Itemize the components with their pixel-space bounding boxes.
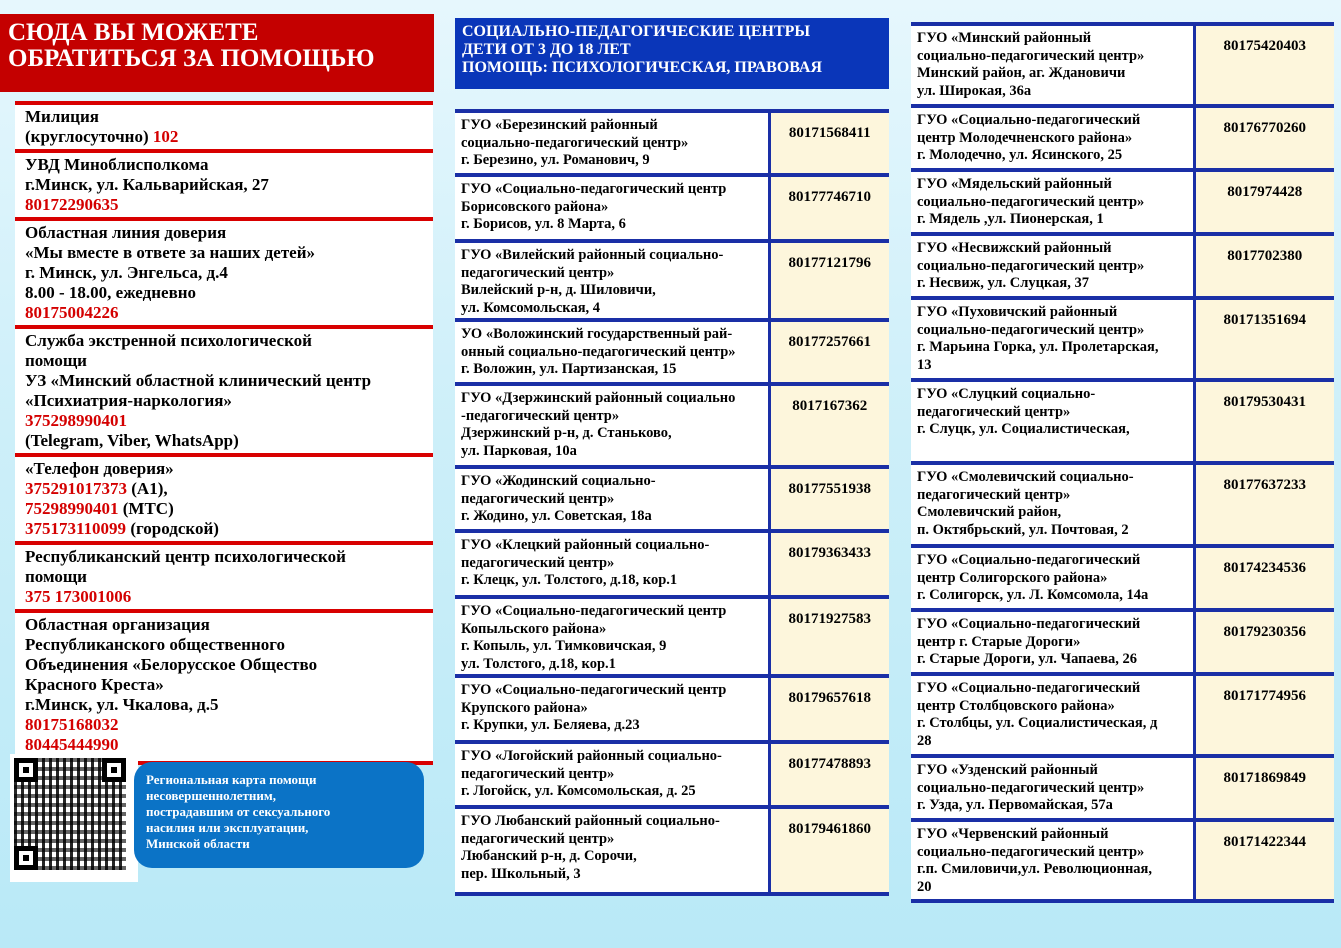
contact-entry: [15, 325, 433, 453]
centers-title-line: ДЕТИ ОТ 3 ДО 18 ЛЕТ: [462, 41, 631, 58]
center-line: центр Столбцовского района»: [917, 697, 1115, 714]
help-contacts-list: [15, 101, 433, 765]
center-row: [911, 546, 1334, 610]
center-line: Минский район, аг. Ждановичи: [917, 65, 1126, 81]
contact-line: [25, 351, 425, 371]
center-row: [911, 674, 1334, 756]
center-row: [455, 597, 889, 676]
center-row: [455, 241, 889, 320]
center-line: г. Солигорск, ул. Л. Комсомола, 14а: [917, 587, 1149, 603]
centers-table-right: [911, 22, 1334, 903]
center-line: Копыльского района»: [461, 620, 607, 637]
contact-entry: [15, 101, 433, 149]
center-name: [911, 674, 1194, 756]
contact-entry: [15, 217, 433, 325]
center-phone[interactable]: 80177551938: [769, 467, 889, 531]
center-line: центр Молодечненского района»: [917, 129, 1133, 146]
contact-phone[interactable]: 80175168032: [25, 715, 119, 734]
center-name: [455, 320, 769, 384]
center-row: [911, 820, 1334, 901]
center-line: ГУО «Социально-педагогический центр: [461, 181, 727, 197]
center-line: ГУО «Социально-педагогический: [917, 112, 1141, 128]
contact-note: (МТС): [118, 499, 174, 518]
center-line: пер. Школьный, 3: [461, 865, 581, 882]
center-phone[interactable]: 80174234536: [1194, 546, 1334, 610]
center-line: ГУО «Березинский районный: [461, 117, 658, 133]
center-line: 28: [917, 732, 932, 749]
contact-line: [25, 283, 425, 303]
center-name: [911, 24, 1194, 106]
center-line: -педагогический центр»: [461, 407, 620, 424]
center-line: г. Марьина Горка, ул. Пролетарская,: [917, 339, 1159, 355]
center-row: [911, 380, 1334, 463]
center-line: педагогический центр»: [917, 486, 1071, 503]
center-line: Дзержинский р-н, д. Станьково,: [461, 425, 672, 441]
center-phone[interactable]: 80179363433: [769, 531, 889, 597]
center-line: г. Жодино, ул. Советская, 18а: [461, 508, 652, 524]
contact-text: 8.00 - 18.00, ежедневно: [25, 283, 197, 302]
contact-phone[interactable]: 375 173001006: [25, 587, 132, 606]
center-name: [911, 380, 1194, 463]
center-line: ул. Парковая, 10а: [461, 442, 577, 459]
center-line: социально-педагогический центр»: [917, 843, 1145, 860]
center-line: педагогический центр»: [461, 765, 615, 782]
contact-phone[interactable]: 80175004226: [25, 303, 119, 322]
contact-line: [25, 499, 425, 519]
center-phone[interactable]: 80177257661: [769, 320, 889, 384]
contact-phone[interactable]: 102: [152, 127, 179, 146]
contact-line: [25, 695, 425, 715]
center-line: г. Воложин, ул. Партизанская, 15: [461, 361, 677, 377]
center-name: [455, 597, 769, 676]
regional-help-map-block: [10, 754, 430, 889]
center-line: г. Узда, ул. Первомайская, 57а: [917, 797, 1113, 813]
center-phone[interactable]: 80176770260: [1194, 106, 1334, 170]
center-phone[interactable]: 80175420403: [1194, 24, 1334, 106]
center-line: ГУО «Слуцкий социально-: [917, 386, 1096, 402]
caption-line: пострадавшим от сексуального: [146, 804, 331, 819]
contact-line: [25, 519, 425, 539]
center-row: [455, 111, 889, 175]
center-row: [455, 676, 889, 742]
center-row: [455, 175, 889, 241]
contact-text: г.Минск, ул. Кальварийская, 27: [25, 175, 269, 194]
contact-line: [25, 127, 425, 147]
center-row: [455, 384, 889, 467]
contact-line: [25, 243, 425, 263]
contact-entry: [15, 149, 433, 217]
center-line: УО «Воложинский государственный рай-: [461, 326, 733, 342]
center-line: онный социально-педагогический центр»: [461, 343, 736, 360]
center-line: ГУО «Несвижский районный: [917, 240, 1112, 256]
center-line: ГУО «Жодинский социально-: [461, 473, 656, 489]
center-phone[interactable]: 80177746710: [769, 175, 889, 241]
contact-entry: [15, 453, 433, 541]
center-line: г. Несвиж, ул. Слуцкая, 37: [917, 275, 1089, 291]
contact-phone[interactable]: 375173110099: [25, 519, 127, 538]
centers-column-middle: [455, 18, 889, 896]
center-row: [911, 610, 1334, 674]
center-line: ГУО «Минский районный: [917, 30, 1092, 46]
caption-line: насилия или эксплуатации,: [146, 820, 309, 835]
center-name: [455, 175, 769, 241]
center-row: [911, 234, 1334, 298]
center-row: [911, 298, 1334, 380]
center-phone[interactable]: 80179461860: [769, 807, 889, 894]
contact-phone[interactable]: 80445444990: [25, 735, 119, 754]
center-line: г. Клецк, ул. Толстого, д.18, кор.1: [461, 572, 678, 588]
center-name: [455, 111, 769, 175]
center-line: педагогический центр»: [461, 830, 615, 847]
contact-line: [25, 371, 425, 391]
center-line: ГУО Любанский районный социально-: [461, 813, 720, 829]
center-line: г. Березино, ул. Романович, 9: [461, 152, 650, 168]
contact-text: Милиция: [25, 107, 99, 126]
center-name: [455, 241, 769, 320]
contact-text: «Телефон доверия»: [25, 459, 174, 478]
contact-line: [25, 675, 425, 695]
center-line: ГУО «Социально-педагогический центр: [461, 682, 727, 698]
center-name: [455, 676, 769, 742]
center-line: ГУО «Червенский районный: [917, 826, 1109, 842]
contact-line: [25, 635, 425, 655]
contact-line: [25, 331, 425, 351]
contact-line: [25, 459, 425, 479]
contact-text: УЗ «Минский областной клинический центр: [25, 371, 372, 390]
center-row: [911, 170, 1334, 234]
center-line: Любанский р-н, д. Сорочи,: [461, 848, 637, 864]
center-line: ГУО «Клецкий районный социально-: [461, 537, 710, 553]
contact-line: [25, 155, 425, 175]
regional-help-map-caption: [134, 762, 424, 868]
center-row: [911, 24, 1334, 106]
help-contacts-column: [0, 14, 440, 765]
center-row: [455, 320, 889, 384]
center-line: педагогический центр»: [461, 264, 615, 281]
center-line: [917, 439, 1189, 457]
center-line: центр г. Старые Дороги»: [917, 633, 1081, 650]
center-row: [455, 807, 889, 894]
center-line: г. Слуцк, ул. Социалистическая,: [917, 421, 1130, 437]
contact-line: [25, 547, 425, 567]
help-contacts-title: СЮДА ВЫ МОЖЕТЕ ОБРАТИТЬСЯ ЗА ПОМОЩЬЮ: [0, 14, 434, 92]
caption-line: несовершеннолетним,: [146, 788, 276, 803]
contact-line: [25, 567, 425, 587]
center-line: педагогический центр»: [461, 490, 615, 507]
center-name: [911, 610, 1194, 674]
contact-line: [25, 303, 425, 323]
center-line: Смолевичский район,: [917, 504, 1062, 520]
center-name: [911, 106, 1194, 170]
center-line: социально-педагогический центр»: [917, 47, 1145, 64]
center-line: г. Столбцы, ул. Социалистическая, д: [917, 715, 1158, 731]
contact-text: Республиканский центр психологической: [25, 547, 346, 566]
center-line: г. Мядель ,ул. Пионерская, 1: [917, 211, 1104, 227]
center-line: ул. Толстого, д.18, кор.1: [461, 655, 616, 672]
center-row: [455, 531, 889, 597]
qr-code[interactable]: [10, 754, 138, 882]
center-phone[interactable]: 80171351694: [1194, 298, 1334, 380]
centers-table-middle: [455, 109, 889, 896]
center-line: социально-педагогический центр»: [917, 321, 1145, 338]
centers-title-line: СОЦИАЛЬНО-ПЕДАГОГИЧЕСКИЕ ЦЕНТРЫ: [462, 23, 811, 40]
center-phone[interactable]: 80171568411: [769, 111, 889, 175]
center-phone[interactable]: 80179230356: [1194, 610, 1334, 674]
center-row: [911, 756, 1334, 820]
center-line: ул. Широкая, 36а: [917, 82, 1032, 99]
contact-line: [25, 479, 425, 499]
center-line: г. Крупки, ул. Беляева, д.23: [461, 717, 640, 733]
center-phone[interactable]: 8017974428: [1194, 170, 1334, 234]
center-line: г. Копыль, ул. Тимковичская, 9: [461, 638, 667, 654]
contact-entry: [15, 609, 433, 765]
center-line: ГУО «Дзержинский районный социально: [461, 390, 736, 406]
center-row: [455, 467, 889, 531]
center-name: [911, 820, 1194, 901]
contact-line: [25, 615, 425, 635]
contact-text: Областная организация: [25, 615, 210, 634]
center-line: 20: [917, 878, 932, 895]
contact-line: [25, 411, 425, 431]
contact-line: [25, 263, 425, 283]
caption-line: Региональная карта помощи: [146, 772, 317, 787]
contact-note: (А1),: [127, 479, 168, 498]
contact-line: [25, 175, 425, 195]
center-row: [455, 742, 889, 807]
center-phone[interactable]: 8017702380: [1194, 234, 1334, 298]
center-line: ГУО «Вилейский районный социально-: [461, 247, 724, 263]
center-name: [455, 742, 769, 807]
center-phone[interactable]: 80179657618: [769, 676, 889, 742]
contact-text: помощи: [25, 351, 87, 370]
center-phone[interactable]: 8017167362: [769, 384, 889, 467]
center-name: [455, 467, 769, 531]
center-phone[interactable]: 80171869849: [1194, 756, 1334, 820]
center-line: ГУО «Социально-педагогический: [917, 680, 1141, 696]
contact-text: (Telegram, Viber, WhatsApp): [25, 431, 239, 450]
center-line: ГУО «Социально-педагогический: [917, 616, 1141, 632]
contact-text: помощи: [25, 567, 87, 586]
center-line: п. Октябрьский, ул. Почтовая, 2: [917, 521, 1129, 538]
contact-text: Республиканского общественного: [25, 635, 286, 654]
contact-phone[interactable]: 375291017373: [25, 479, 127, 498]
center-line: ГУО «Социально-педагогический центр: [461, 603, 727, 619]
contact-line: [25, 587, 425, 607]
center-name: [911, 234, 1194, 298]
center-line: ГУО «Смолевичский социально-: [917, 469, 1134, 485]
contact-line: [25, 107, 425, 127]
center-phone[interactable]: 80177637233: [1194, 463, 1334, 546]
center-phone[interactable]: 80171422344: [1194, 820, 1334, 901]
center-line: г. Борисов, ул. 8 Марта, 6: [461, 216, 626, 232]
center-line: г. Логойск, ул. Комсомольская, д. 25: [461, 783, 696, 799]
contact-text: Областная линия доверия: [25, 223, 227, 242]
center-phone[interactable]: 80179530431: [1194, 380, 1334, 463]
contact-line: [25, 735, 425, 755]
center-line: Борисовского района»: [461, 198, 609, 215]
center-line: социально-педагогический центр»: [461, 134, 689, 151]
contact-phone[interactable]: 375298990401: [25, 411, 127, 430]
center-name: [911, 463, 1194, 546]
centers-title: [455, 18, 889, 89]
center-name: [911, 170, 1194, 234]
contact-line: [25, 431, 425, 451]
contact-text: «Психиатрия-наркология»: [25, 391, 232, 410]
center-line: Вилейский р-н, д. Шиловичи,: [461, 282, 656, 298]
center-name: [455, 807, 769, 894]
center-line: ГУО «Узденский районный: [917, 762, 1098, 778]
contact-line: [25, 391, 425, 411]
contact-line: [25, 195, 425, 215]
center-line: педагогический центр»: [917, 403, 1071, 420]
center-row: [911, 463, 1334, 546]
center-name: [455, 384, 769, 467]
center-line: ГУО «Мядельский районный: [917, 176, 1112, 192]
center-row: [911, 106, 1334, 170]
center-line: ГУО «Логойский районный социально-: [461, 748, 722, 764]
contact-text: Служба экстренной психологической: [25, 331, 312, 350]
centers-title-line: ПОМОЩЬ: ПСИХОЛОГИЧЕСКАЯ, ПРАВОВАЯ: [462, 59, 823, 76]
center-line: г. Старые Дороги, ул. Чапаева, 26: [917, 651, 1138, 667]
center-line: педагогический центр»: [461, 554, 615, 571]
center-name: [911, 546, 1194, 610]
center-line: ГУО «Социально-педагогический: [917, 552, 1141, 568]
center-name: [911, 756, 1194, 820]
contact-text: г. Минск, ул. Энгельса, д.4: [25, 263, 228, 282]
contact-line: [25, 223, 425, 243]
contact-entry: [15, 541, 433, 609]
contact-text: Красного Креста»: [25, 675, 164, 694]
center-line: ул. Комсомольская, 4: [461, 299, 601, 316]
center-line: социально-педагогический центр»: [917, 257, 1145, 274]
contact-text: г.Минск, ул. Чкалова, д.5: [25, 695, 219, 714]
contact-phone[interactable]: 75298990401: [25, 499, 119, 518]
center-name: [455, 531, 769, 597]
center-line: г.п. Смиловичи,ул. Революционная,: [917, 861, 1153, 877]
contact-text: УВД Миноблисполкома: [25, 155, 209, 174]
center-line: г. Молодечно, ул. Ясинского, 25: [917, 147, 1123, 163]
center-phone[interactable]: 80177478893: [769, 742, 889, 807]
center-phone[interactable]: 80171927583: [769, 597, 889, 676]
center-name: [911, 298, 1194, 380]
contact-note: (городской): [126, 519, 219, 538]
contact-phone[interactable]: 80172290635: [25, 195, 119, 214]
center-line: 13: [917, 356, 932, 373]
contact-text: Объединения «Белорусское Общество: [25, 655, 318, 674]
center-phone[interactable]: 80171774956: [1194, 674, 1334, 756]
contact-text: (круглосуточно): [25, 127, 153, 146]
center-line: социально-педагогический центр»: [917, 193, 1145, 210]
contact-text: «Мы вместе в ответе за наших детей»: [25, 243, 316, 262]
center-phone[interactable]: 80177121796: [769, 241, 889, 320]
center-line: социально-педагогический центр»: [917, 779, 1145, 796]
contact-line: [25, 715, 425, 735]
caption-line: Минской области: [146, 836, 250, 851]
center-line: Крупского района»: [461, 699, 588, 716]
center-line: центр Солигорского района»: [917, 569, 1108, 586]
centers-column-right: [911, 22, 1334, 903]
contact-line: [25, 655, 425, 675]
center-line: ГУО «Пуховичский районный: [917, 304, 1118, 320]
